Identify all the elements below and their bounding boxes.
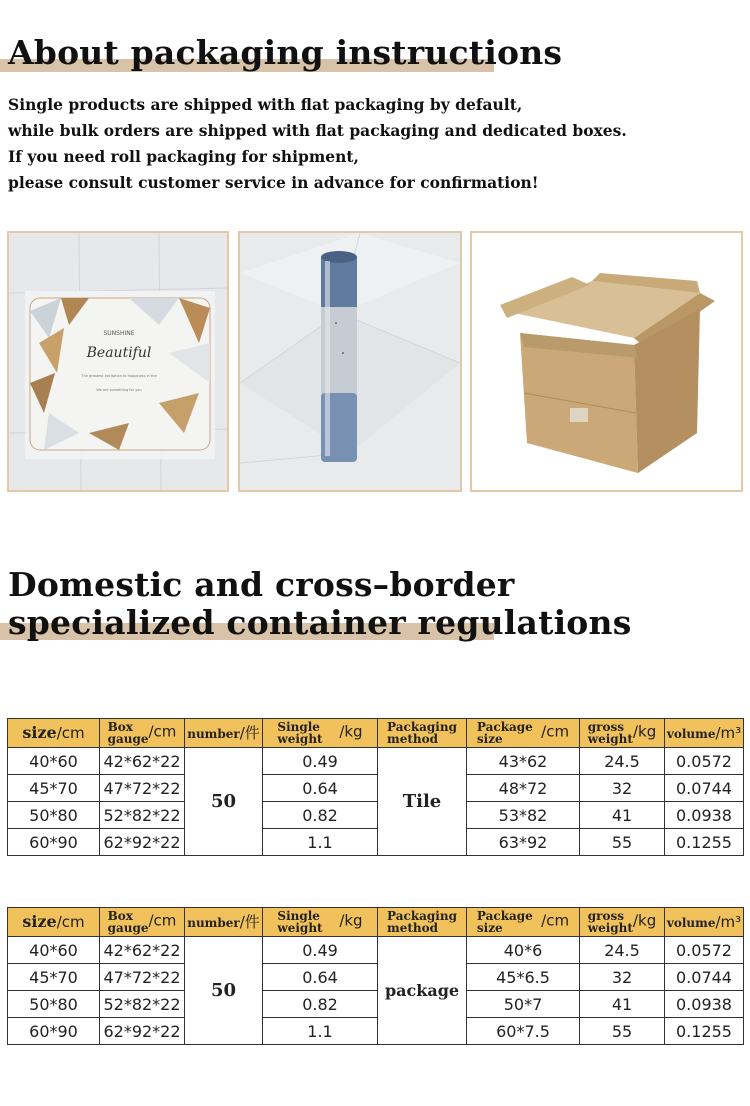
cell-package-size: 60*7.5	[467, 1018, 580, 1045]
cell-package-size: 50*7	[467, 991, 580, 1018]
mat-caption: We are something for you	[96, 388, 142, 392]
spec-table-package	[7, 907, 744, 1045]
cell-weight: 1.1	[263, 829, 378, 856]
cell-volume: 0.1255	[665, 1018, 744, 1045]
header-number: number/件	[185, 908, 263, 937]
instruction-line: while bulk orders are shipped with flat packaging and dedicated boxes.	[8, 121, 627, 140]
cell-package-size: 43*62	[467, 748, 580, 775]
packaging-instructions-text	[8, 92, 627, 196]
cell-size: 50*80	[8, 802, 100, 829]
header-box-gauge: Box gauge/cm	[100, 719, 185, 748]
cell-box: 47*72*22	[100, 964, 185, 991]
cell-volume: 0.0744	[665, 964, 744, 991]
cell-gross: 55	[580, 1018, 665, 1045]
table-row	[8, 964, 744, 991]
table-row	[8, 1018, 744, 1045]
cell-method: package	[378, 937, 467, 1045]
cell-volume: 0.0572	[665, 748, 744, 775]
container-regulations-title-line1: Domestic and cross–border	[8, 565, 515, 604]
table-row	[8, 775, 744, 802]
spec-table-tile	[7, 718, 744, 856]
cell-box: 62*92*22	[100, 829, 185, 856]
cell-gross: 24.5	[580, 937, 665, 964]
cell-number: 50	[185, 748, 263, 856]
cell-method: Tile	[378, 748, 467, 856]
cell-volume: 0.0572	[665, 937, 744, 964]
cell-size: 60*90	[8, 1018, 100, 1045]
cell-gross: 55	[580, 829, 665, 856]
roll-packaging-photo	[238, 231, 462, 492]
header-number: number/件	[185, 719, 263, 748]
cell-package-size: 63*92	[467, 829, 580, 856]
mat-caption: The greatest excitation to happiness in the	[81, 374, 157, 378]
cell-weight: 0.49	[263, 937, 378, 964]
cell-package-size: 40*6	[467, 937, 580, 964]
mat-script-text: Beautiful	[86, 345, 152, 361]
header-volume: volume/m³	[665, 908, 744, 937]
container-regulations-title-line2: specialized container regulations	[8, 603, 632, 642]
header-size: size/cm	[8, 908, 100, 937]
cell-box: 42*62*22	[100, 937, 185, 964]
instruction-line: If you need roll packaging for shipment,	[8, 147, 359, 166]
header-packaging-method: Packaging method	[378, 719, 467, 748]
cell-weight: 0.64	[263, 775, 378, 802]
header-gross-weight: gross weight/kg	[580, 908, 665, 937]
cell-box: 62*92*22	[100, 1018, 185, 1045]
cell-package-size: 53*82	[467, 802, 580, 829]
cell-volume: 0.0744	[665, 775, 744, 802]
header-single-weight: Single weight /kg	[263, 719, 378, 748]
cell-gross: 41	[580, 991, 665, 1018]
cell-weight: 0.49	[263, 748, 378, 775]
cell-gross: 32	[580, 775, 665, 802]
mat-brand-text: SUNSHINE	[103, 330, 135, 337]
cell-volume: 0.0938	[665, 802, 744, 829]
header-size: size/cm	[8, 719, 100, 748]
table-row	[8, 748, 744, 775]
cell-box: 42*62*22	[100, 748, 185, 775]
instruction-line: please consult customer service in advance for confirmation!	[8, 173, 539, 192]
cell-volume: 0.1255	[665, 829, 744, 856]
cell-volume: 0.0938	[665, 991, 744, 1018]
header-single-weight: Single weight /kg	[263, 908, 378, 937]
cell-package-size: 45*6.5	[467, 964, 580, 991]
cell-box: 47*72*22	[100, 775, 185, 802]
instruction-line: Single products are shipped with flat packaging by default,	[8, 95, 523, 114]
header-box-gauge: Box gauge/cm	[100, 908, 185, 937]
cell-size: 45*70	[8, 775, 100, 802]
header-package-size: Package size /cm	[467, 908, 580, 937]
dedicated-box-photo	[470, 231, 743, 492]
table-row	[8, 802, 744, 829]
cell-weight: 0.64	[263, 964, 378, 991]
header-packaging-method: Packaging method	[378, 908, 467, 937]
cell-size: 40*60	[8, 937, 100, 964]
cell-package-size: 48*72	[467, 775, 580, 802]
header-gross-weight: gross weight/kg	[580, 719, 665, 748]
cell-size: 40*60	[8, 748, 100, 775]
cell-size: 60*90	[8, 829, 100, 856]
cell-weight: 0.82	[263, 802, 378, 829]
cell-weight: 0.82	[263, 991, 378, 1018]
cell-box: 52*82*22	[100, 802, 185, 829]
header-package-size: Package size /cm	[467, 719, 580, 748]
cell-gross: 41	[580, 802, 665, 829]
flat-packaging-photo	[7, 231, 229, 492]
cell-number: 50	[185, 937, 263, 1045]
table-row	[8, 937, 744, 964]
table-row	[8, 829, 744, 856]
cell-gross: 32	[580, 964, 665, 991]
packaging-instructions-title: About packaging instructions	[8, 33, 563, 72]
cell-size: 45*70	[8, 964, 100, 991]
table-row	[8, 991, 744, 1018]
cell-box: 52*82*22	[100, 991, 185, 1018]
cell-weight: 1.1	[263, 1018, 378, 1045]
header-volume: volume/m³	[665, 719, 744, 748]
cell-gross: 24.5	[580, 748, 665, 775]
cell-size: 50*80	[8, 991, 100, 1018]
